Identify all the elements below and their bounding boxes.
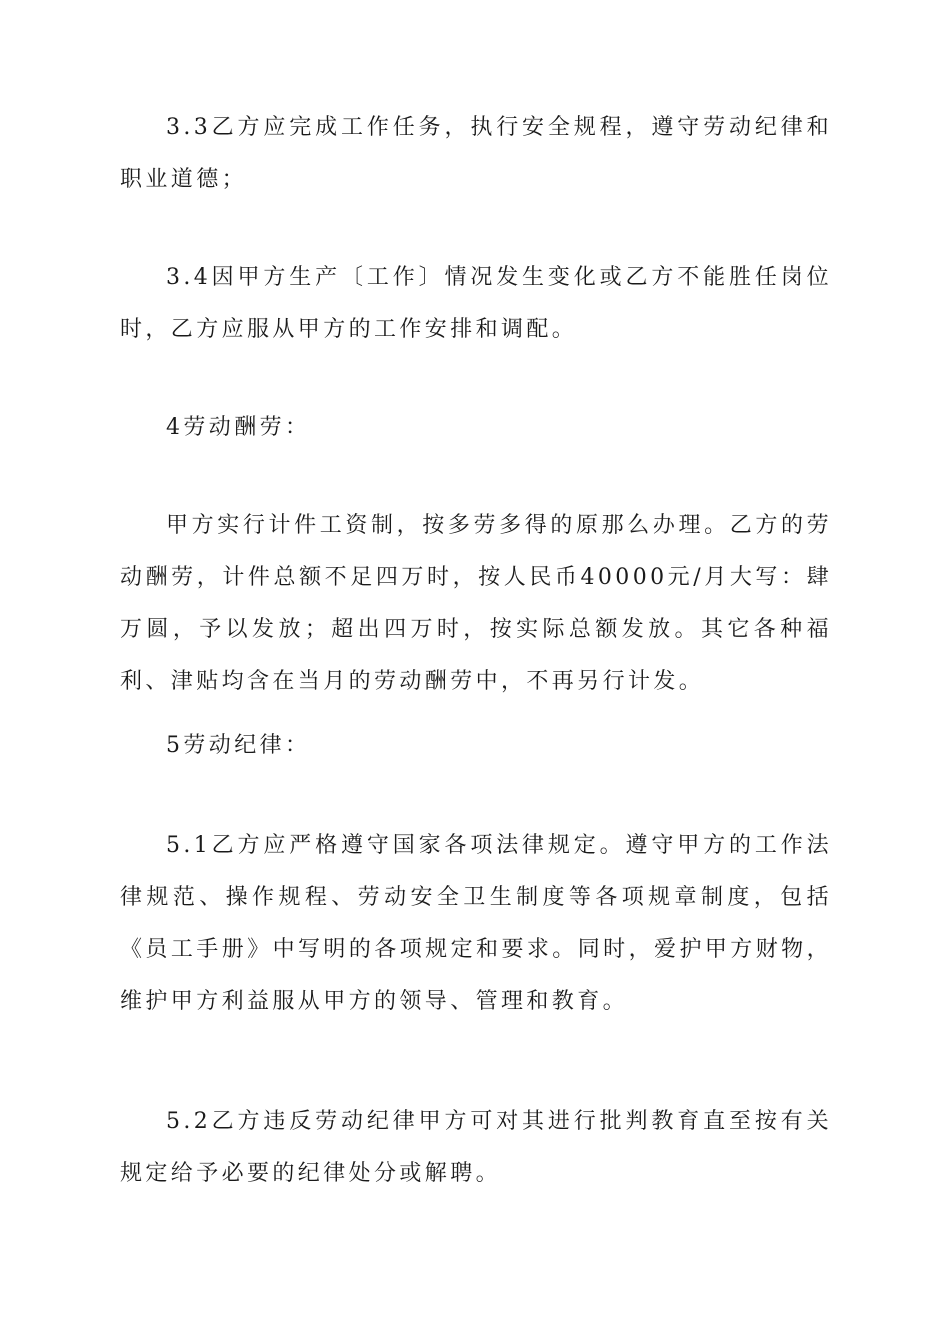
- section-heading-5: 5劳动纪律：: [166, 733, 311, 758]
- paragraph-5-2: 5.2乙方违反劳动纪律甲方可对其进行批判教育直至按有关规定给予必要的纪律处分或解聘。: [120, 1109, 832, 1186]
- paragraph-4-body: 甲方实行计件工资制，按多劳多得的原那么办理。乙方的劳动酬劳，计件总额不足四万时，按人民币40000元/月大写：肆万圆，予以发放；超出四万时，按实际总额发放。其它各种福利、津贴均含在当月的劳动酬劳中，不再另行计发。: [120, 513, 832, 694]
- paragraph-3-3: 3.3乙方应完成工作任务，执行安全规程，遵守劳动纪律和职业道德；: [120, 115, 832, 192]
- paragraph-3-4: 3.4因甲方生产〔工作〕情况发生变化或乙方不能胜任岗位时，乙方应服从甲方的工作安排和调配。: [120, 265, 832, 342]
- section-heading-4: 4劳动酬劳：: [166, 415, 311, 440]
- paragraph-5-1: 5.1乙方应严格遵守国家各项法律规定。遵守甲方的工作法律规范、操作规程、劳动安全卫生制度等各项规章制度，包括《员工手册》中写明的各项规定和要求。同时，爱护甲方财物，维护甲方利益服从甲方的领导、管理和教育。: [120, 833, 832, 1014]
